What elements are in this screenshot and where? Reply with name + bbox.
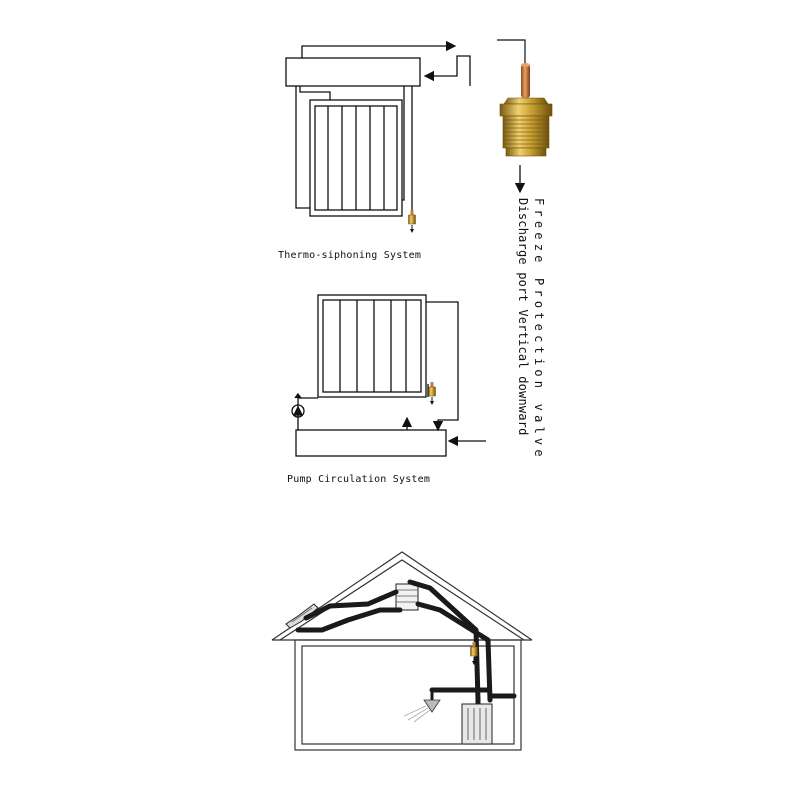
thermo-storage-tank — [286, 58, 420, 86]
pump-circulation-diagram — [292, 295, 486, 456]
thermo-cold-inlet-arrow — [425, 56, 470, 86]
pump-freeze-valve-icon — [429, 382, 436, 405]
valve-caption-line1: Freeze Protection valve — [532, 198, 546, 461]
thermo-siphoning-label: Thermo-siphoning System — [278, 250, 422, 261]
pump-solar-collector — [318, 295, 426, 397]
house-roof-tank — [396, 584, 418, 610]
thermo-siphoning-diagram — [286, 46, 470, 216]
pump-circulation-label: Pump Circulation System — [287, 474, 431, 485]
shower-head-icon — [404, 690, 440, 722]
house-indoor-tank — [462, 704, 492, 744]
valve-caption-line2: Discharge port Vertical downward — [516, 198, 530, 436]
house-installation-diagram — [272, 552, 532, 750]
freeze-protection-valve-icon — [497, 40, 552, 192]
thermo-freeze-valve-icon — [409, 210, 416, 233]
thermo-hot-flow-arrow — [302, 46, 455, 58]
pump-storage-tank — [296, 430, 446, 456]
